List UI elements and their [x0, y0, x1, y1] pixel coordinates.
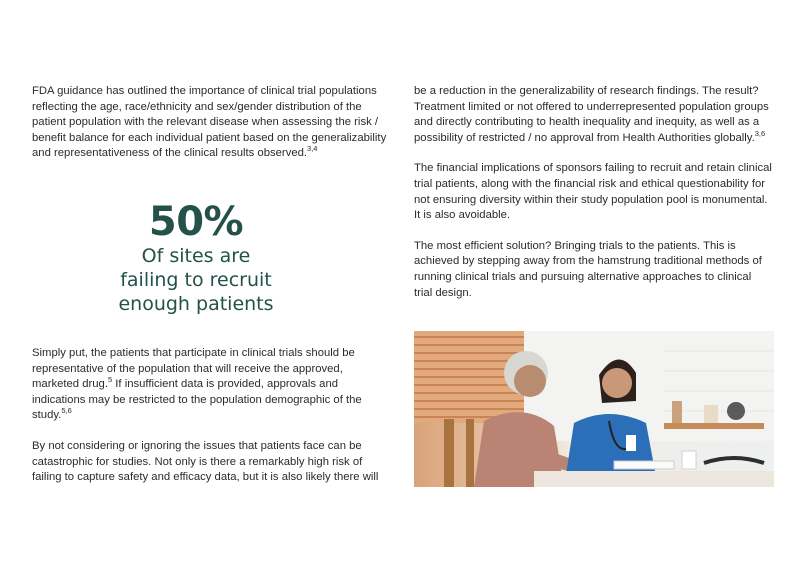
stat-caption-line1: Of sites are — [141, 245, 251, 267]
left-column-top — [32, 84, 392, 162]
paragraph-fda-guidance — [32, 84, 392, 162]
paragraph-text: The financial implications of sponsors failing to recruit and retain clinical trial patients, along with the financial risk and ethical questionability for not ensuring diversity within their study population pool is monumental. It is also avoidable. — [414, 162, 772, 222]
right-column — [414, 84, 772, 301]
paragraph-efficient-solution — [414, 239, 772, 301]
citation-superscript: 3,6 — [754, 129, 766, 139]
citation-superscript: 5 — [107, 375, 113, 385]
citation-superscript: 5,6 — [61, 406, 72, 416]
paragraph-text: Simply put, the patients that participate in clinical trials should be representative of the population that will receive the approved, marketed drug. — [32, 347, 355, 391]
paragraph-text: If insufficient data is provided, approvals and indications may be restricted to the population demographic of the study. — [32, 378, 362, 422]
photo-illustration — [414, 331, 774, 487]
paragraph-text: By not considering or ignoring the issues that patients face can be catastrophic for studies. Not only is there a remarkably high risk of failing to capture safety and efficacy data, but it is also likely there will — [32, 439, 379, 484]
paragraph-text: The most efficient solution? Bringing trials to the patients. This is achieved by stepping away from the hamstrung traditional methods of running clinical trials and pursuing alternative approaches to clinical trial design. — [414, 239, 762, 299]
paragraph-text: FDA guidance has outlined the importance of clinical trial populations reflecting the age, race/ethnicity and sex/gender distribution of the patient population with the relevant disease when assessing the risk / benefit balance for each individual patient based on the generalizability and representativeness of the clinical results observed. — [32, 85, 387, 160]
photo-nurse-with-patient — [414, 331, 774, 487]
paragraph-financial-implications — [414, 161, 772, 223]
stat-caption-line2: failing to recruit — [120, 269, 272, 291]
left-column-bottom — [32, 346, 392, 486]
stat-number: 50% — [148, 199, 244, 245]
stat-caption-line3: enough patients — [118, 293, 274, 315]
paragraph-not-considering — [32, 439, 392, 486]
citation-superscript: 3,4 — [307, 144, 318, 154]
paragraph-simply-put — [32, 346, 392, 424]
paragraph-generalizability — [414, 84, 772, 146]
statistic-callout — [96, 200, 296, 316]
paragraph-text: be a reduction in the generalizability of research findings. The result? Treatment limited or not offered to underrepresented population groups and directly contributing to health inequality and inequity, as well as a possibility of restricted / no approval from Health Authorities globally. — [414, 85, 769, 144]
